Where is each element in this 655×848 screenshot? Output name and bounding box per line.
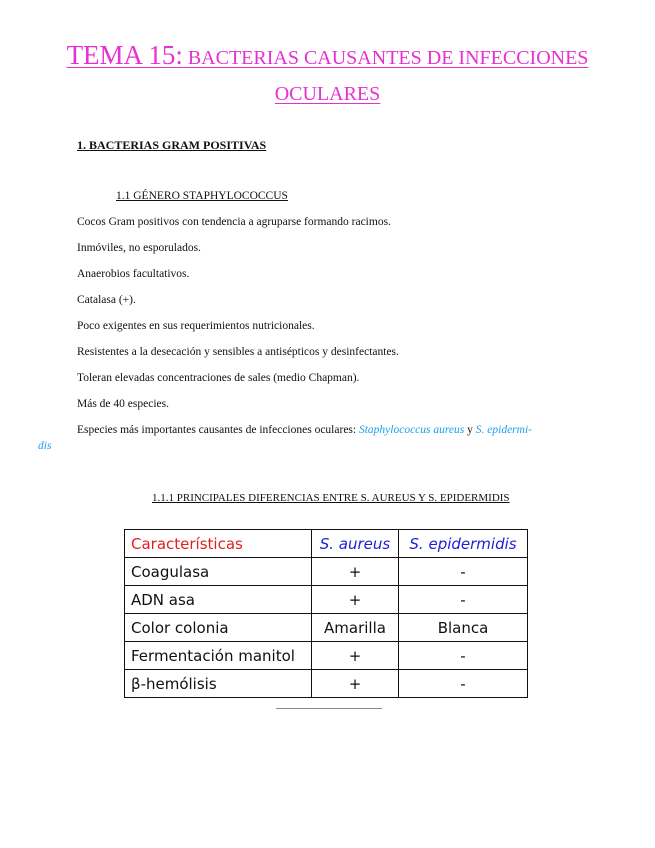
table-header-row bbox=[125, 530, 528, 558]
paragraph-line: Catalasa (+). bbox=[77, 294, 136, 306]
table-cell: - bbox=[399, 586, 528, 614]
table-cell: + bbox=[312, 670, 399, 698]
paragraph-line: Poco exigentes en sus requerimientos nutricionales. bbox=[77, 320, 315, 332]
differences-table bbox=[124, 529, 528, 698]
table-row bbox=[125, 586, 528, 614]
table-cell: - bbox=[399, 558, 528, 586]
title-topic-name: BACTERIAS CAUSANTES DE INFECCIONES bbox=[182, 47, 589, 69]
table-cell: + bbox=[312, 642, 399, 670]
section-heading-gram-positive: 1. BACTERIAS GRAM POSITIVAS bbox=[77, 138, 267, 152]
table-header-cell: S. aureus bbox=[312, 530, 399, 558]
table-cell: Fermentación manitol bbox=[125, 642, 312, 670]
table-cell: Blanca bbox=[399, 614, 528, 642]
paragraph-line: Inmóviles, no esporulados. bbox=[77, 242, 201, 254]
title-topic-name-continued: OCULARES bbox=[274, 83, 381, 105]
species-epidermidis-start: S. epidermi- bbox=[475, 424, 532, 436]
title-topic-number: TEMA 15: bbox=[66, 40, 183, 70]
species-staphylococcus-aureus: Staphylococcus aureus bbox=[358, 424, 465, 436]
species-line bbox=[77, 424, 532, 436]
table-cell: - bbox=[399, 670, 528, 698]
paragraph-line: Resistentes a la desecación y sensibles a antisépticos y desinfectantes. bbox=[77, 346, 399, 358]
table-row bbox=[125, 558, 528, 586]
species-epidermidis-end: dis bbox=[38, 440, 52, 452]
paragraph-line: Cocos Gram positivos con tendencia a agruparse formando racimos. bbox=[77, 216, 391, 228]
paragraph-line: Anaerobios facultativos. bbox=[77, 268, 190, 280]
table-row bbox=[125, 614, 528, 642]
paragraph-line: Toleran elevadas concentraciones de sales (medio Chapman). bbox=[77, 372, 360, 384]
table-cell: Amarilla bbox=[312, 614, 399, 642]
paragraph-line: Más de 40 especies. bbox=[77, 398, 169, 410]
species-connector: y bbox=[464, 424, 476, 436]
document-title bbox=[20, 38, 635, 113]
table-cell: + bbox=[312, 558, 399, 586]
divider-line bbox=[276, 708, 382, 709]
table-row bbox=[125, 670, 528, 698]
table-cell: β-hemólisis bbox=[125, 670, 312, 698]
species-intro-text: Especies más importantes causantes de infecciones oculares: bbox=[77, 424, 359, 436]
table-header-cell: S. epidermidis bbox=[399, 530, 528, 558]
table-row bbox=[125, 642, 528, 670]
table-header-cell: Características bbox=[125, 530, 312, 558]
subsection-heading-staphylococcus: 1.1 GÉNERO STAPHYLOCOCCUS bbox=[116, 190, 288, 202]
table-cell: - bbox=[399, 642, 528, 670]
table-cell: ADN asa bbox=[125, 586, 312, 614]
table-cell: Color colonia bbox=[125, 614, 312, 642]
subsubsection-heading-differences: 1.1.1 PRINCIPALES DIFERENCIAS ENTRE S. AUREUS Y S. EPIDERMIDIS bbox=[152, 492, 510, 504]
table-cell: + bbox=[312, 586, 399, 614]
table-cell: Coagulasa bbox=[125, 558, 312, 586]
